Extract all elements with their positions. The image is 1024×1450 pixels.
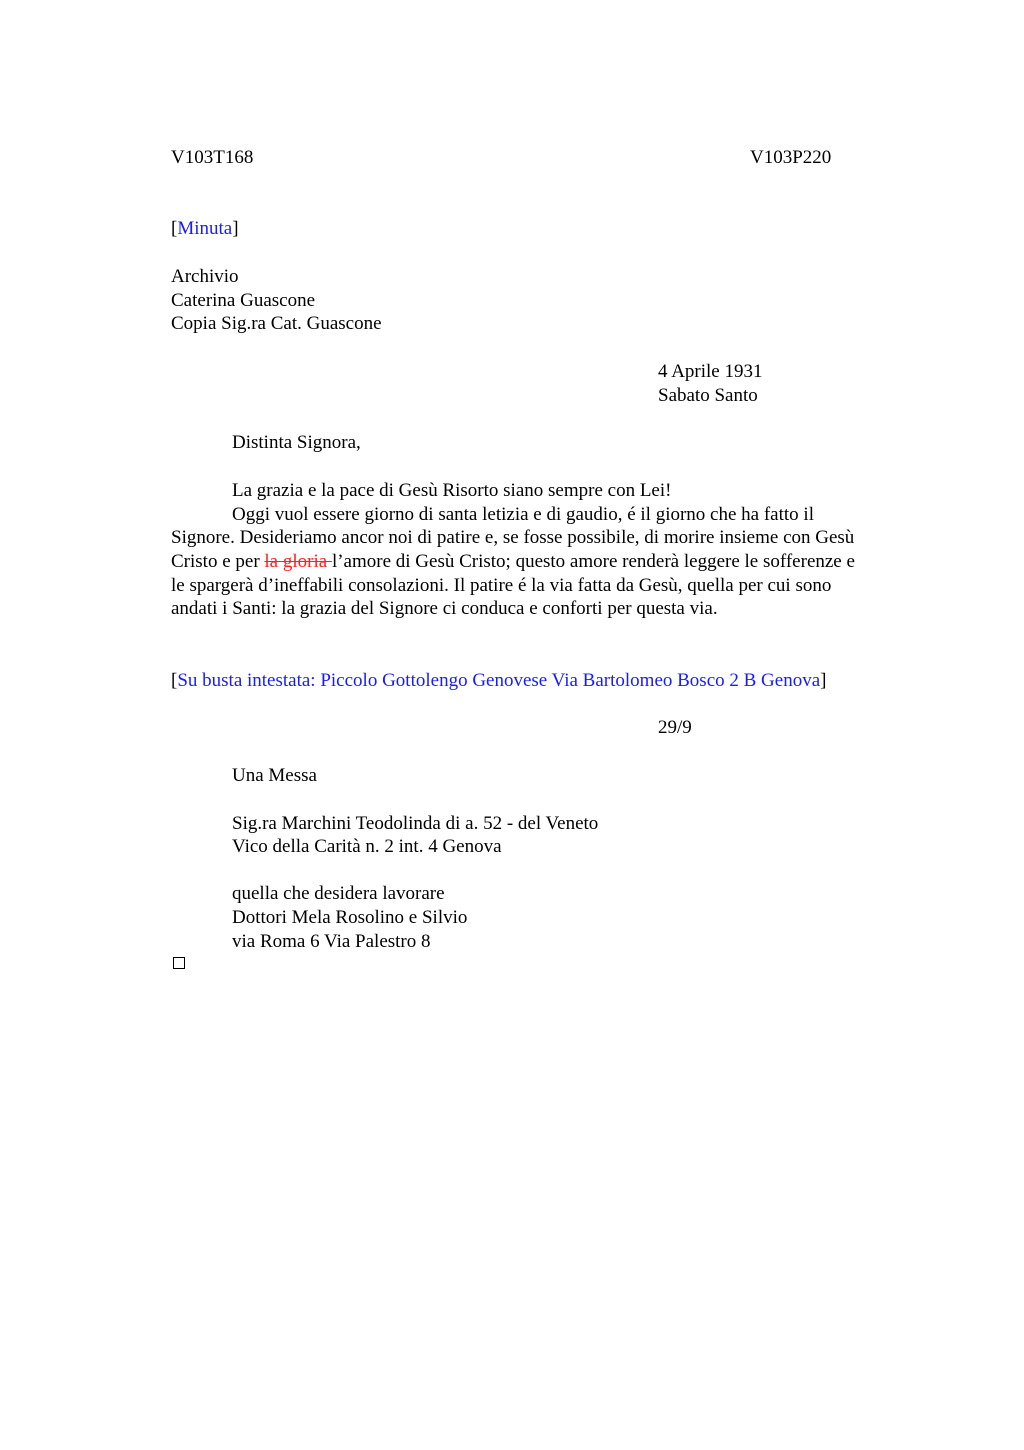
bracket-close: ] bbox=[232, 218, 239, 239]
archive-line-3: Copia Sig.ra Cat. Guascone bbox=[171, 313, 382, 334]
bracket-open: [ bbox=[171, 218, 178, 239]
document-code-left: V103T168 bbox=[171, 147, 254, 168]
body-line-4: le spargerà d’ineffabili consolazioni. Il patire é la via fatta da Gesù, quella per cui sono bbox=[171, 575, 832, 596]
archive-line-1: Archivio bbox=[171, 266, 239, 287]
letter-date: 4 Aprile 1931 bbox=[658, 361, 763, 382]
note-address-line-2: Vico della Carità n. 2 int. 4 Genova bbox=[232, 836, 502, 857]
envelope-label: Su busta intestata: Piccolo Gottolengo Genovese Via Bartolomeo Bosco 2 B Genova bbox=[177, 670, 821, 691]
checkbox-square-icon bbox=[173, 957, 185, 969]
body-line-3-end: l’amore di Gesù Cristo; questo amore renderà leggere le sofferenze e bbox=[331, 551, 855, 572]
archive-line-2: Caterina Guascone bbox=[171, 290, 316, 311]
bracket-close: ] bbox=[820, 670, 827, 691]
note-address-line-1: Sig.ra Marchini Teodolinda di a. 52 - del Veneto bbox=[232, 813, 599, 834]
note-extra-line-1: quella che desidera lavorare bbox=[232, 883, 445, 904]
document-code-right: V103P220 bbox=[750, 147, 832, 168]
minuta-note bbox=[171, 217, 239, 241]
body-line-5: andati i Santi: la grazia del Signore ci conduca e conforti per questa via. bbox=[171, 598, 718, 619]
body-line-1: Oggi vuol essere giorno di santa letizia e di gaudio, é il giorno che ha fatto il bbox=[232, 504, 814, 525]
note-mass: Una Messa bbox=[232, 765, 317, 786]
letter-day: Sabato Santo bbox=[658, 385, 758, 406]
bracket-open: [ bbox=[171, 670, 178, 691]
body-line-2: Signore. Desideriamo ancor noi di patire e, se fosse possibile, di morire insieme con Gesù bbox=[171, 527, 855, 548]
body-paragraph-1: La grazia e la pace di Gesù Risorto siano sempre con Lei! bbox=[232, 480, 672, 501]
deleted-text: la gloria bbox=[264, 551, 332, 572]
body-line-3-start: Cristo e per bbox=[171, 551, 265, 572]
minuta-label: Minuta bbox=[177, 218, 233, 239]
salutation: Distinta Signora, bbox=[232, 432, 361, 453]
body-line-3 bbox=[171, 550, 855, 574]
note-extra-line-2: Dottori Mela Rosolino e Silvio bbox=[232, 907, 468, 928]
note-date: 29/9 bbox=[658, 717, 692, 738]
envelope-note bbox=[171, 669, 826, 693]
note-extra-line-3: via Roma 6 Via Palestro 8 bbox=[232, 931, 431, 952]
